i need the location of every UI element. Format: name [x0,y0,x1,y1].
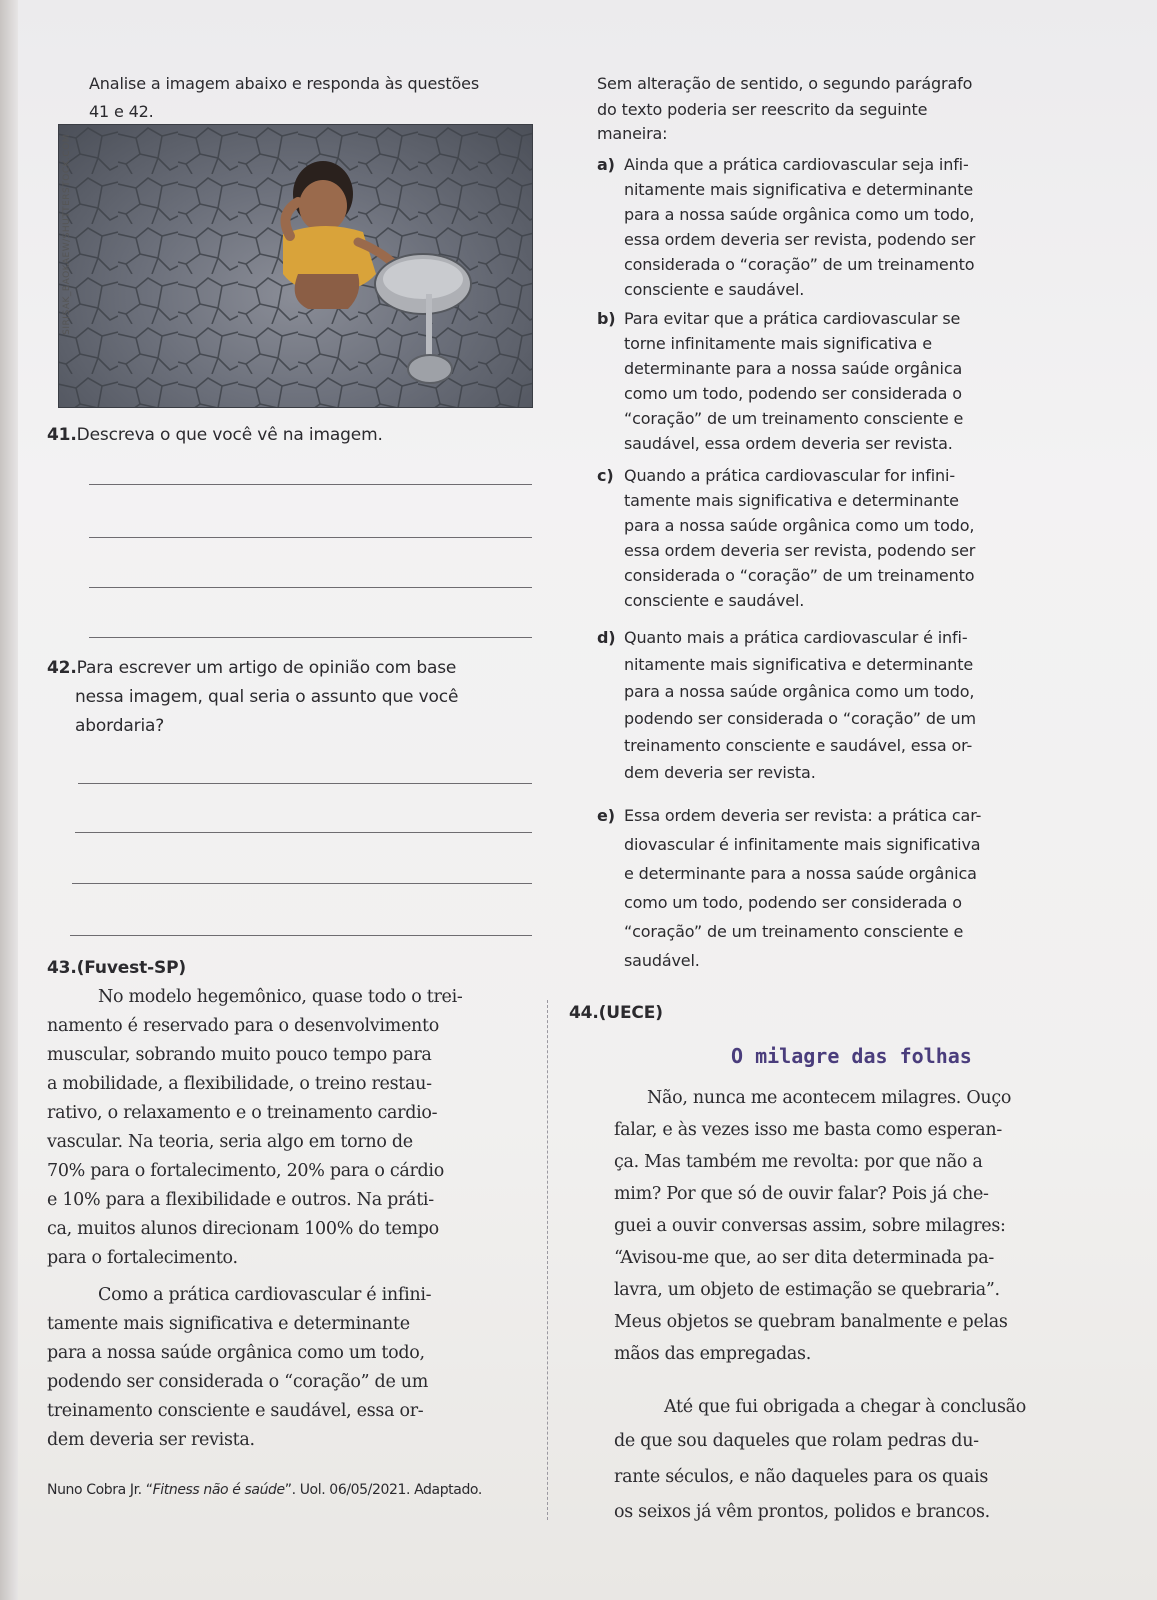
answer-line [89,637,532,638]
photo-illustration [58,124,533,408]
q44-p1-line: lavra, um objeto de estimação se quebraria”. [614,1280,1000,1300]
option-e-letter: e) [597,806,615,825]
q44-p1-line: falar, e às vezes isso me basta como esperan- [614,1120,1002,1140]
intro-line-2: 41 e 42. [89,102,154,121]
stem-line: maneira: [597,124,668,143]
option-d-letter: d) [597,628,616,647]
option-a-line: nitamente mais significativa e determinante [624,180,974,199]
option-d-line: treinamento consciente e saudável, essa or- [624,736,973,755]
q44-p1-line: “Avisou-me que, ao ser dita determinada pa- [614,1248,994,1268]
q44-p2-line: Até que fui obrigada a chegar à conclusão [664,1397,1027,1417]
q44-p1-line: ça. Mas também me revolta: por que não a [614,1152,983,1172]
q44-source: (UECE) [598,1003,663,1023]
q43-p1-line: namento é reservado para o desenvolvimento [47,1016,439,1036]
option-c-line: considerada o “coração” de um treinamento [624,566,975,585]
answer-line [70,935,532,936]
cracked-earth-child-photo [58,124,533,408]
q43-p2-line: tamente mais significativa e determinante [47,1314,410,1334]
q43-p2-line: dem deveria ser revista. [47,1430,255,1450]
option-c-line: tamente mais significativa e determinante [624,491,959,510]
q43-p1-line: vascular. Na teoria, seria algo em torno de [47,1132,413,1152]
q44-p1-line: mãos das empregadas. [614,1344,811,1364]
q41-number: 41. [47,425,77,445]
q44-p2-line: de que sou daqueles que rolam pedras du- [614,1431,979,1451]
citation-author: Nuno Cobra Jr. “ [47,1482,153,1498]
q43-number: 43. [47,958,77,978]
q43-heading [47,958,186,978]
option-e-line: Essa ordem deveria ser revista: a prática car- [624,806,982,825]
option-b-letter: b) [597,309,616,328]
q43-p1-line: a mobilidade, a flexibilidade, o treino restau- [47,1074,432,1094]
answer-line [78,783,532,784]
q44-p1-line: Não, nunca me acontecem milagres. Ouço [647,1088,1012,1108]
option-a-line: considerada o “coração” de um treinamento [624,255,975,274]
q43-source: (Fuvest-SP) [76,958,187,978]
option-e-line: diovascular é infinitamente mais significativa [624,835,981,854]
q43-p2-line: Como a prática cardiovascular é infini- [98,1285,432,1305]
option-e-line: saudável. [624,951,700,970]
q41-prompt [47,425,383,445]
option-c-line: essa ordem deveria ser revista, podendo ser [624,541,976,560]
q42-number: 42. [47,658,77,678]
option-a-line: Ainda que a prática cardiovascular seja infi- [624,155,969,174]
stem-line: do texto poderia ser reescrito da seguinte [597,100,928,119]
option-b-line: determinante para a nossa saúde orgânica [624,359,963,378]
answer-line [89,537,532,538]
citation-rest: ”. Uol. 06/05/2021. Adaptado. [284,1482,482,1498]
option-b-line: Para evitar que a prática cardiovascular se [624,309,961,328]
option-c-letter: c) [597,466,614,485]
q43-citation [47,1482,482,1498]
option-e-line: “coração” de um treinamento consciente e [624,922,964,941]
q43-p1-line: para o fortalecimento. [47,1248,238,1268]
option-c-line: Quando a prática cardiovascular for infini- [624,466,955,485]
option-d-line: Quanto mais a prática cardiovascular é infi- [624,628,968,647]
q42-line-3: abordaria? [75,716,165,736]
q44-title: O milagre das folhas [731,1044,972,1068]
option-e-line: como um todo, podendo ser considerada o [624,893,962,912]
option-a-line: para a nossa saúde orgânica como um todo, [624,205,975,224]
q42-text: Para escrever um artigo de opinião com base [76,658,457,678]
q44-p1-line: mim? Por que só de ouvir falar? Pois já che- [614,1184,989,1204]
answer-line [72,883,532,884]
option-b-line: saudável, essa ordem deveria ser revista. [624,434,953,453]
q43-p1-line: rativo, o relaxamento e o treinamento cardio- [47,1103,438,1123]
option-d-line: podendo ser considerada o “coração” de um [624,709,976,728]
q43-p2-line: para a nossa saúde orgânica como um todo, [47,1343,425,1363]
intro-line-1: Analise a imagem abaixo e responda às questões [89,74,480,93]
q44-p1-line: Meus objetos se quebram banalmente e pelas [614,1312,1008,1332]
option-d-line: nitamente mais significativa e determinante [624,655,974,674]
citation-title: Fitness não é saúde [152,1482,285,1498]
q44-p2-line: rante séculos, e não daqueles para os quais [614,1467,989,1487]
page-edge-shadow [0,0,18,1600]
q43-p2-line: podendo ser considerada o “coração” de um [47,1372,429,1392]
option-a-line: consciente e saudável. [624,280,805,299]
q44-heading [569,1003,663,1023]
q43-p1-line: No modelo hegemônico, quase todo o trei- [98,987,463,1007]
option-e-line: e determinante para a nossa saúde orgânica [624,864,977,883]
answer-line [75,832,532,833]
q43-p1-line: e 10% para a flexibilidade e outros. Na práti- [47,1190,434,1210]
answer-line [89,484,532,485]
q42-line-1 [47,658,456,678]
q43-p1-line: ca, muitos alunos direcionam 100% do tempo [47,1219,439,1239]
option-b-line: como um todo, podendo ser considerada o [624,384,962,403]
q41-text: Descreva o que você vê na imagem. [76,425,383,445]
option-b-line: torne infinitamente mais significativa e [624,334,932,353]
option-d-line: para a nossa saúde orgânica como um todo, [624,682,975,701]
q44-p1-line: guei a ouvir conversas assim, sobre milagres: [614,1216,1006,1236]
q43-p1-line: 70% para o fortalecimento, 20% para o cárdio [47,1161,444,1181]
stem-line: Sem alteração de sentido, o segundo parágrafo [597,74,973,93]
q42-line-2: nessa imagem, qual seria o assunto que você [75,687,459,707]
option-c-line: para a nossa saúde orgânica como um todo, [624,516,975,535]
q43-p1-line: muscular, sobrando muito pouco tempo para [47,1045,432,1065]
q43-p2-line: treinamento consciente e saudável, essa or- [47,1401,424,1421]
option-d-line: dem deveria ser revista. [624,763,816,782]
option-a-line: essa ordem deveria ser revista, podendo ser [624,230,976,249]
q44-p2-line: os seixos já vêm prontos, polidos e brancos. [614,1502,990,1522]
q44-number: 44. [569,1003,599,1023]
option-b-line: “coração” de um treinamento consciente e [624,409,964,428]
option-c-line: consciente e saudável. [624,591,805,610]
column-divider [547,1000,548,1520]
photo-credit: SIRISAK_BAOKAEW/SHUTTERSTOCK.COM [62,134,72,335]
option-a-letter: a) [597,155,615,174]
answer-line [89,587,532,588]
